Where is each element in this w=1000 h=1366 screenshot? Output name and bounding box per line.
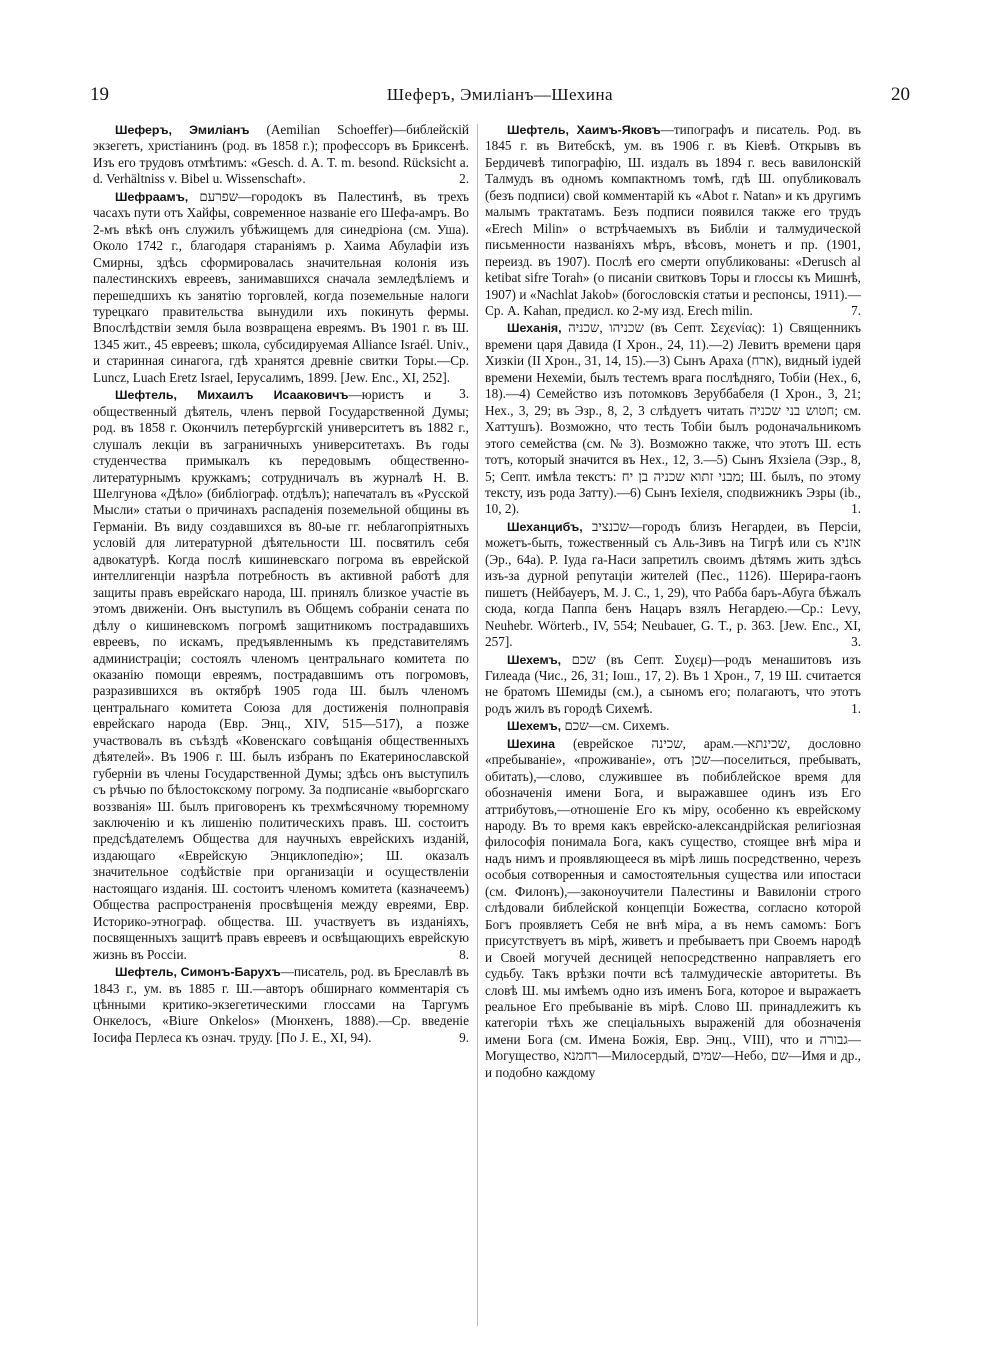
entry-headword: Шехина (507, 736, 556, 751)
entry-text: שכניהו ,שכניה (въ Септ. Σεχενίας): 1) Священникъ времени царя Давида (I Хрон., 24, 11).—2) Левитъ времени царя Хизкіи (II Хрон., 31, 14, 15).—3) Сынъ Араха (ארח), видный іудей времени Нехеміи, былъ тестемъ врага послѣдняго, Тобіи (Нех., 6, 18).—4) Семейство изъ потомковъ Зеруббабеля (I Хрон., 3, 21; Нех., 3, 29; въ Эзр., 8, 2, 3 слѣдуетъ читать חטוש בני שכניה; см. Хаттушъ). Возможно, что тесть Тобіи былъ родоначальникомъ этого семейства (см. № 3). Возможно также, что этотъ Ш. есть тотъ, который значится въ Нех., 12, 3.—5) Сынъ Яхзіела (Эзр., 8, 5; Септ. имѣла текстъ: מבני זתוא שכניה בן יח; Ш. былъ, по этому тексту, изъ рода Затту).—6) Сынъ Іехіеля, сподвижникъ Эзры (ib., 10, 2). (485, 320, 861, 517)
entry-headword: Шеферъ, Эмиліанъ (115, 123, 250, 137)
entry-text: (Aemilian Schoeffer)—библейскій экзегетъ, христіанинъ (род. въ 1858 г.); профессоръ въ Бриксенѣ. Изъ его трудовъ отмѣтимъ: «Gesch. d. A. T. m. besond. Rücksicht a. d. Verhältniss v. Bibel u. Wissenschaft». (93, 122, 469, 187)
entry-text: —юристъ и общественный дѣятель, членъ первой Государственной Думы; род. въ 1858 г. Окончилъ петербургскій университетъ въ 1882 г., слушалъ лекціи въ заграничныхъ университетахъ. Въ годы студенчества примыкалъ къ передовымъ общественно-литературнымъ кружкамъ; сотрудничалъ въ журналѣ Н. В. Шелгунова «Дѣло» (библіограф. отдѣлъ); напечаталъ въ «Русской Мысли» статьи о причинахъ распаденія поземельной общины въ Германіи. Въ виду создавшихся въ 80-ые гг. неблагопріятныхъ условій для литературной дѣятельности Ш. посвятилъ себя адвокатурѣ. Когда послѣ кишиневскаго погрома въ еврейской интеллигенціи назрѣла потребность въ активной работѣ для защиты правъ еврейскаго народа, Ш. принялъ близкое участіе въ этомъ движеніи. Онъ выступилъ въ Общемъ собраніи сената по дѣлу о кишиневскомъ погромѣ защитникомъ пострадавшихъ евреевъ, по искамъ, предъявленнымъ къ представителямъ администраціи; состоялъ членомъ центральнаго комитета по оказанію помощи евреямъ, пострадавшимъ отъ погромовъ, разразившихся въ октябрѣ 1905 года Ш. былъ членомъ центральнаго комитета Союза для достиженія полноправія еврейскаго народа (Евр. Энц., XIV, 515—517), а позже участвовалъ въ съѣздѣ «Ковенскаго совѣщанія общественныхъ дѣятелей». Въ 1906 г. Ш. былъ избранъ по Екатеринославской губерніи въ члены Государственной Думы; здѣсь онъ выступилъ съ рѣчью по бѣлостокскому погрому. За подписаніе «выборгскаго воззванія» Ш. былъ приговоренъ къ трехмѣсячному тюремному заключенію и къ лишенію политическихъ правъ. Ш. состоитъ предсѣдателемъ Общества для научныхъ еврейскихъ изданій, издающаго «Еврейскую Энциклопедію»; Ш. оказалъ значительное содѣйствіе при организаціи и осуществленіи настоящаго изданія. Ш. состоитъ членомъ комитета (казначеемъ) Общества распространенія просвѣщенія между евреями, Евр. Историко-этнограф. общества. Ш. участвуетъ въ изданіяхъ, посвященныхъ защитѣ правъ евреевъ и освѣщающихъ еврейскую жизнь въ Россіи. (93, 387, 469, 962)
running-head: Шеферъ, Эмиліанъ—Шехина (386, 85, 614, 104)
entry-text: שכם—см. Сихемъ. (561, 718, 670, 734)
right-column (485, 122, 861, 1337)
entry-text: —писатель, род. въ Бреславлѣ въ 1843 г., ум. въ 1885 г. Ш.—авторъ обширнаго комментарія съ цѣнными критико-экзегетическими глоссами на Таргумъ Онкелосъ, «Biure Onkelos» (Мюнхенъ, 1888).—Ср. введеніе Іосифа Перлеса къ означ. труду. [По J. E., XI, 94). (93, 964, 469, 1045)
entry-author-mark: 3. (851, 634, 861, 650)
entry-shekhina (485, 736, 861, 1082)
entry-sheftel-khaim-yakov (485, 122, 861, 319)
entry-headword: Шеханія, (507, 321, 562, 336)
entry-shekhantsib (485, 519, 861, 651)
entry-headword: Шехемъ, (507, 652, 562, 667)
column-divider (477, 124, 478, 1326)
left-column (93, 122, 469, 1337)
page-header (88, 84, 912, 112)
entry-shekhem-2 (485, 718, 861, 734)
entry-headword: Шеханцибъ, (507, 519, 583, 534)
entry-shekhaniya (485, 320, 861, 517)
entry-headword: Шефраамъ, (115, 189, 189, 204)
entry-author-mark: 7. (851, 302, 861, 318)
entry-sheftel-mikhail (93, 387, 469, 963)
entry-text: שכנציב—городъ близъ Негардеи, въ Персіи, можетъ-быть, тожественный съ Аль-Зивъ на Тигрѣ или съ אזניא (Эр., 64а). Р. Іуда га-Наси запретилъ своимъ дѣтямъ жить здѣсь изъ-за дурной репутаціи жителей (Пес., 1126). Шерира-гаонъ пишетъ (Нейбауеръ, M. J. C., 1, 29), что Рабба баръ-Абуга бѣжалъ сюда, когда Паппа бенъ Нацаръ взялъ Негардею.—Ср.: Levy, Neuhebr. Wörterb., IV, 554; Neubauer, G. T., p. 363. [Jew. Enc., XI, 257]. (485, 518, 861, 650)
entry-author-mark: 8. (459, 946, 469, 962)
entry-text: שכם (въ Септ. Συχεμ)—родъ менашитовъ изъ Гилеада (Чис., 26, 31; Іош., 17, 2). Въ 1 Хрон., 7, 19 Ш. считается не братомъ Шемиды (см.), а сыномъ его; полагаютъ, что этотъ родъ жилъ въ городѣ Сихемѣ. (485, 651, 861, 716)
entry-author-mark: 3. (459, 386, 469, 402)
entry-text: (еврейское שכינה, арам.—שכינתא, дословно «пребываніе», «проживаніе», отъ שכן—поселиться, пребывать, обитать),—слово, служившее въ побиблейское время для обозначенія имени Бога, и выражавшее одинъ изъ Его аттрибутовъ,—отношеніе Его къ міру, особенно къ еврейскому народу. Въ то время какъ еврейско-александрійская религіозная философія понимала Бога, какъ существо, стоящее внѣ міра и надъ нимъ и проявляющееся въ мірѣ лишь посредственно, черезъ особыя сотворенныя и самостоятельныя существа или ипостаси (см. Филонъ),—законоучители Палестины и Вавилоніи строго слѣдовали библейской концепціи Божества, согласно которой Богъ проявляетъ Себя не внѣ міра, а въ немъ самомъ: Богъ присутствуетъ въ мірѣ, живетъ и пребываетъ при Своемъ народѣ и Своей могучей десницей непосредственно направляетъ его судьбу. Такъ врѣзки почти всѣ талмудическіе авторитеты. Въ словѣ Ш. мы имѣемъ одно изъ именъ Бога, которое и выражаетъ реальное Его пребываніе въ мірѣ. Слово Ш. принадлежитъ къ категоріи тѣхъ же спеціальныхъ выраженій для обозначенія имени Бога (см. Имена Божія, Евр. Энц., VIII), что и גבורה—Могущество, רחמנא—Милосердый, שמים—Небо, שם—Имя и др., и подобно каждому (485, 735, 861, 1080)
page-number-right: 20 (891, 84, 910, 105)
entry-author-mark: 1. (851, 700, 861, 716)
entry-headword: Шефтель, Хаимъ-Яковъ (507, 123, 661, 137)
entry-text: —типографъ и писатель. Род. въ 1845 г. въ Витебскѣ, ум. въ 1906 г. въ Кіевѣ. Открывъ въ Бердичевѣ типографію, Ш. издалъ въ 1894 г. весь вавилонскій Талмудъ въ одномъ компактномъ томѣ, гдѣ Ш. опубликовалъ (безъ подписи) свой комментарій къ «Abot r. Natan» и къ другимъ малымъ трактатамъ. Безъ подписи появился также его трудъ «Erech Milin» о встрѣчаемыхъ въ Библіи и талмудической письменности названіяхъ мѣръ, вѣсовъ, монетъ и пр. (1901, переизд. въ 1907). Послѣ его смерти опубликованы: «Derusch al ketibat sifre Torah» (о писаніи свитковъ Торы и глоссы къ Мишнѣ, 1907) и «Nachlat Jakob» (богословскія статьи и респонсы, 1911).—Ср. A. Kahan, предисл. ко 2-му изд. Erech milin. (485, 122, 861, 318)
page-number-left: 19 (90, 84, 109, 105)
entry-shefer-emilian (93, 122, 469, 188)
entry-sheftel-simon-barukh (93, 964, 469, 1046)
entry-headword: Шефтель, Симонъ-Барухъ (115, 965, 281, 980)
entry-author-mark: 9. (459, 1029, 469, 1045)
entry-author-mark: 2. (459, 171, 469, 187)
entry-author-mark: 1. (851, 501, 861, 517)
entry-shekhem-1 (485, 652, 861, 718)
entry-text: שפרעם—городокъ въ Палестинѣ, въ трехъ часахъ пути отъ Хайфы, современное названіе его Шефа-амръ. Во 2-мъ вѣкѣ онъ служилъ убѣжищемъ для синедріона (см. Уша). Около 1742 г., благодаря стараніямъ р. Хаима Абулафіи изъ Смирны, здѣсь сформировалась значительная колонія изъ палестинскихъ евреевъ, занимавшихся сначала земледѣліемъ и перешедшихъ къ занятію торговлей, когда поземельные налоги турецкаго правительства вынудили ихъ покинуть фермы. Впослѣдствіи земля была возвращена евреямъ. Въ 1901 г. въ Ш. 1345 жит., 45 евреевъ; школа, субсидируемая Alliance Israél. Univ., и старинная синагога, гдѣ хранятся древніе свитки Торы.—Ср. Luncz, Luach Eretz Israel, Іерусалимъ, 1899. [Jew. Enc., XI, 252]. (93, 188, 469, 385)
entry-headword: Шефтель, Михаилъ Исааковичъ (115, 388, 349, 403)
entry-headword: Шехемъ, (507, 719, 562, 734)
